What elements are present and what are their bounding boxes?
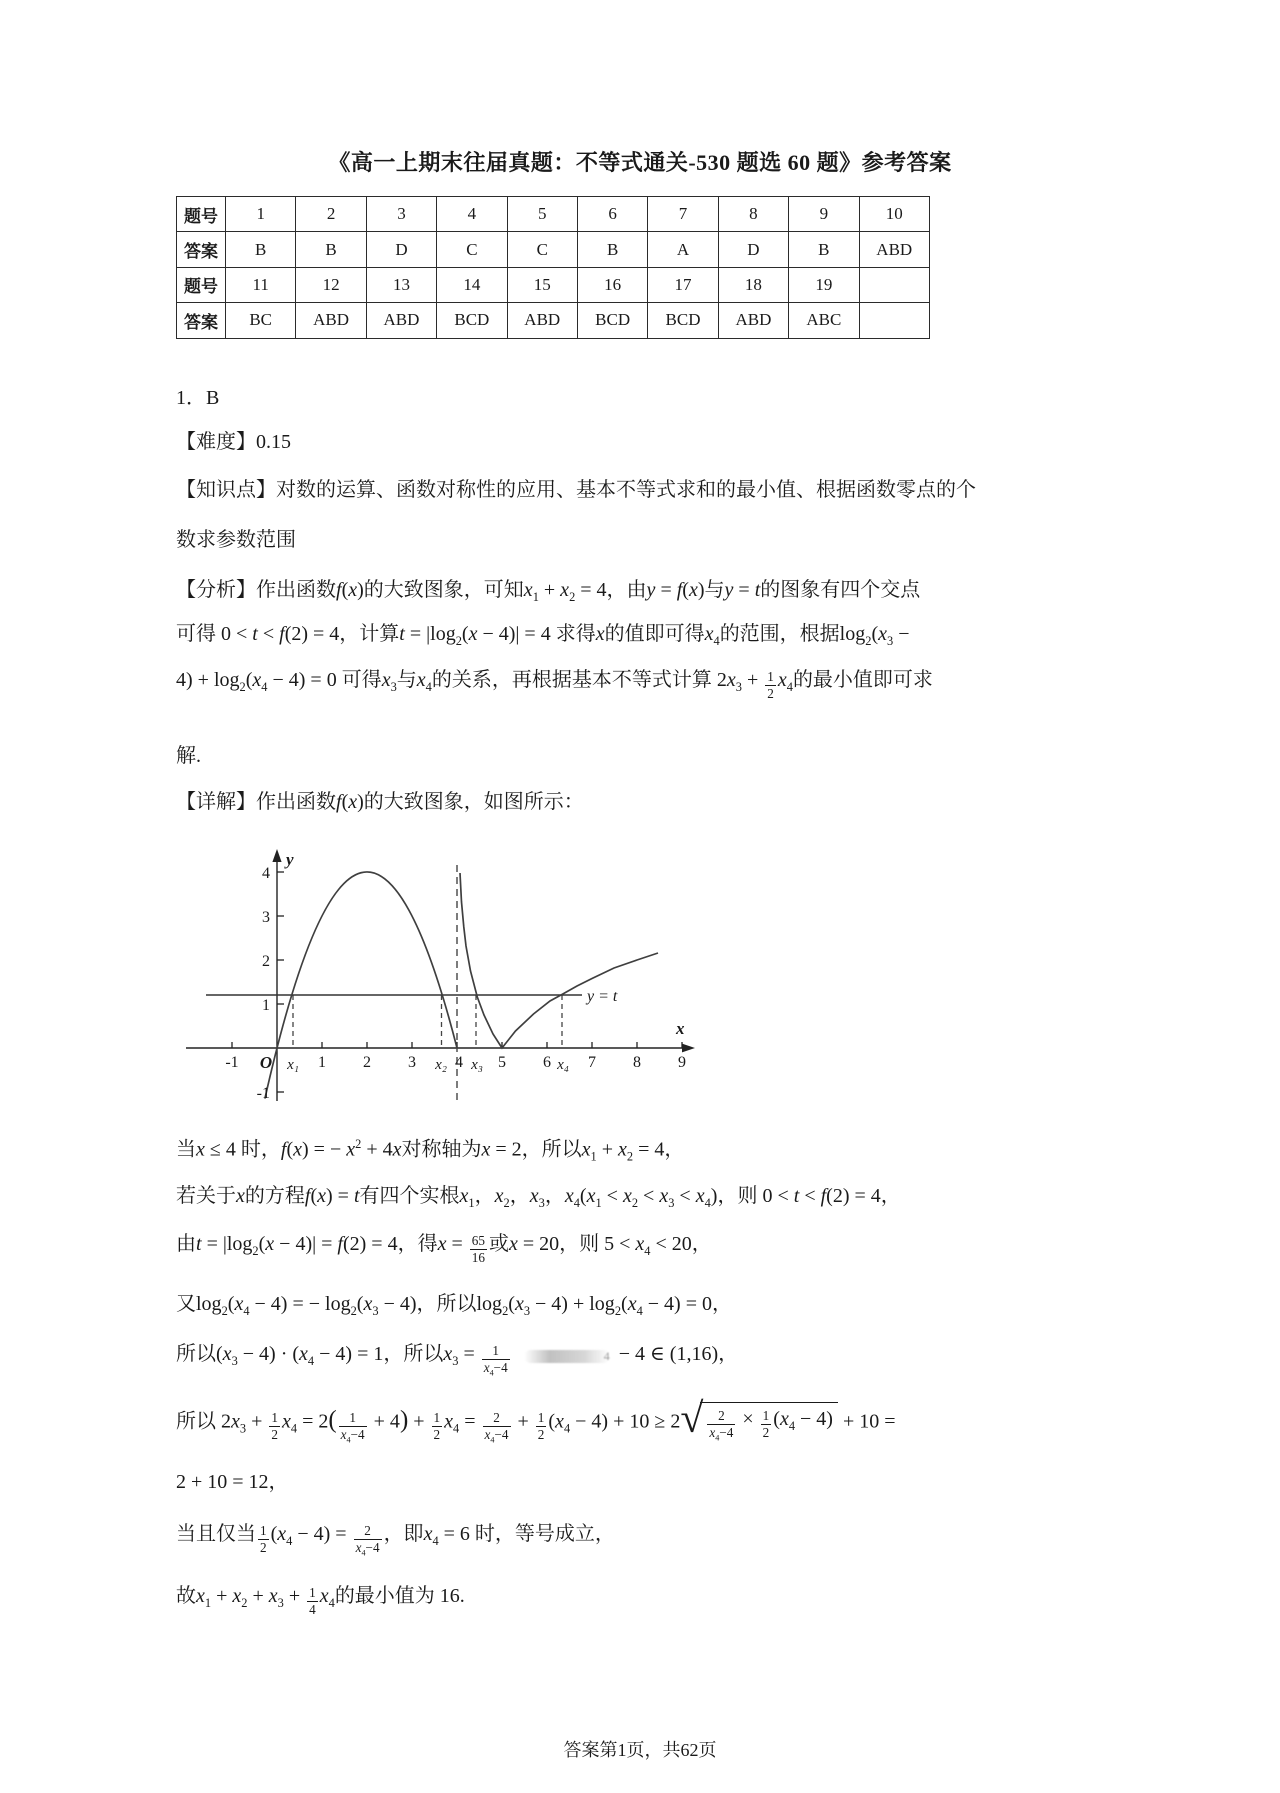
solution-step-5: 所以$(x_3 - 4) \cdot (x_4 - 4) = 1$，所以$x_3$ = $\frac{1}{x_4-4}$ 4 − 4 ∈ (1,16)， bbox=[176, 1343, 739, 1378]
y-axis-label: y bbox=[286, 850, 294, 869]
answer-cell: D bbox=[366, 232, 436, 267]
y-tick-label: -1 bbox=[256, 1085, 270, 1102]
y-axis-arrow bbox=[272, 849, 281, 862]
question-cell: 10 bbox=[859, 197, 929, 232]
knowledge-line-2: 数求参数范围 bbox=[176, 529, 296, 551]
question-cell: 17 bbox=[648, 267, 718, 302]
x-tick-label: 1 bbox=[318, 1054, 326, 1071]
question-cell: 12 bbox=[296, 267, 366, 302]
question-cell: 11 bbox=[226, 267, 296, 302]
table-row bbox=[177, 267, 930, 302]
answer-cell bbox=[859, 303, 929, 338]
root-label-x4: x₄ bbox=[557, 1057, 569, 1073]
x-tick-label: 7 bbox=[588, 1054, 596, 1071]
table-row bbox=[177, 303, 930, 338]
row-header: 题号 bbox=[177, 197, 226, 232]
x-tick-label: 5 bbox=[498, 1054, 506, 1071]
analysis-line-2: 可得 0 < t < f(2) = 4，计算$t = |\log_2(x - 4)| = 4$ 求得x的值即可得$x_4$的范围，根据$\log_2(x_3$ − bbox=[176, 623, 910, 648]
answer-cell: BCD bbox=[577, 303, 647, 338]
x-tick-label: 6 bbox=[543, 1054, 551, 1071]
answer-table bbox=[176, 196, 930, 339]
root-label-x3: x₃ bbox=[471, 1057, 483, 1073]
x-axis-arrow bbox=[682, 1044, 695, 1053]
x-axis-label: x bbox=[676, 1019, 685, 1038]
row-header: 答案 bbox=[177, 232, 226, 267]
analysis-line-4: 解. bbox=[176, 745, 201, 767]
solution-step-1: 当x ≤ 4 时，f(x) = − $x^2 + 4x$对称轴为x = 2，所以$x_1 + x_2 = 4$， bbox=[176, 1137, 685, 1164]
question-cell: 18 bbox=[718, 267, 788, 302]
difficulty-line: 【难度】0.15 bbox=[176, 431, 291, 453]
x-tick-label: 2 bbox=[363, 1054, 371, 1071]
answer-cell: C bbox=[437, 232, 507, 267]
solution-step-9: 故$x_1 + x_2 + x_3$ + $\frac{1}{4}$ $x_4$的最小值为 16. bbox=[176, 1585, 465, 1617]
question-cell: 8 bbox=[718, 197, 788, 232]
function-graph bbox=[178, 843, 698, 1118]
abs-log-curve bbox=[460, 873, 658, 1048]
y-tick-label: 1 bbox=[262, 997, 270, 1014]
x-tick-label: -1 bbox=[225, 1054, 239, 1071]
answer-cell: B bbox=[226, 232, 296, 267]
question-cell: 5 bbox=[507, 197, 577, 232]
row-header: 题号 bbox=[177, 267, 226, 302]
question-cell: 4 bbox=[437, 197, 507, 232]
answer-cell: ABD bbox=[366, 303, 436, 338]
question-cell: 3 bbox=[366, 197, 436, 232]
question-cell: 14 bbox=[437, 267, 507, 302]
answer-cell: ABC bbox=[789, 303, 859, 338]
origin-label: O bbox=[259, 1053, 273, 1072]
solution-step-4: 又$\log_2(x_4 - 4)$ = − $\log_2(x_3 - 4)$，所以$\log_2(x_3 - 4) + \log_2(x_4 - 4) = 0$， bbox=[176, 1293, 732, 1318]
question-cell: 6 bbox=[577, 197, 647, 232]
question-cell: 2 bbox=[296, 197, 366, 232]
solution-step-8: 当且仅当 $\frac{1}{2}$ $(x_4 - 4)$ = $\frac{2}{x_4-4}$ ，即$x_4 = 6$ 时，等号成立， bbox=[176, 1523, 615, 1558]
answer-cell: BC bbox=[226, 303, 296, 338]
x-tick-label: 3 bbox=[408, 1054, 416, 1071]
x-tick-label: 8 bbox=[633, 1054, 641, 1071]
question-cell: 16 bbox=[577, 267, 647, 302]
y-tick-label: 3 bbox=[262, 909, 270, 926]
question-cell: 13 bbox=[366, 267, 436, 302]
solution-step-2: 若关于x的方程f(x) = t有四个实根$x_1$，$x_2$，$x_3$，$x_4(x_1 < x_2 < x_3 < x_4)$，则 0 < t < f(2) = 4， bbox=[176, 1185, 901, 1210]
answer-cell: A bbox=[648, 232, 718, 267]
question-cell: 1 bbox=[226, 197, 296, 232]
answer-cell: BCD bbox=[648, 303, 718, 338]
answer-cell: ABD bbox=[718, 303, 788, 338]
x-tick-label: 4 bbox=[455, 1054, 463, 1071]
row-header: 答案 bbox=[177, 303, 226, 338]
question-cell: 19 bbox=[789, 267, 859, 302]
y-tick-label: 2 bbox=[262, 953, 270, 970]
page-footer: 答案第1页，共62页 bbox=[563, 1740, 717, 1760]
answer-cell: BCD bbox=[437, 303, 507, 338]
answer-cell: B bbox=[577, 232, 647, 267]
detail-intro-line: 【详解】作出函数f(x)的大致图象，如图所示： bbox=[176, 791, 584, 813]
root-label-x1: x₁ bbox=[287, 1057, 299, 1073]
knowledge-line-1: 【知识点】对数的运算、函数对称性的应用、基本不等式求和的最小值、根据函数零点的个 bbox=[176, 479, 976, 501]
analysis-line-1: 【分析】作出函数f(x)的大致图象，可知$x_1 + x_2 = 4$，由y = f(x)与y = t的图象有四个交点 bbox=[176, 579, 921, 604]
x-tick-label: 9 bbox=[678, 1054, 686, 1071]
answer-cell: C bbox=[507, 232, 577, 267]
answer-cell: B bbox=[296, 232, 366, 267]
question-cell: 7 bbox=[648, 197, 718, 232]
analysis-line-3: $4) + \log_2(x_4 - 4) = 0$ 可得$x_3$与$x_4$的关系，再根据基本不等式计算 $2x_3$ + $\frac{1}{2}$ $x_4$的最小值即可求 bbox=[176, 669, 933, 701]
answer-cell: D bbox=[718, 232, 788, 267]
answer-cell: ABD bbox=[507, 303, 577, 338]
question-cell: 15 bbox=[507, 267, 577, 302]
question-cell: 9 bbox=[789, 197, 859, 232]
answer-cell: ABD bbox=[296, 303, 366, 338]
root-label-x2: x₂ bbox=[435, 1057, 447, 1073]
t-line-label: y = t bbox=[587, 988, 618, 1005]
question-cell bbox=[859, 267, 929, 302]
answer-number-line: 1．B bbox=[176, 387, 220, 409]
table-row bbox=[177, 232, 930, 267]
y-tick-label: 4 bbox=[262, 865, 270, 882]
solution-step-6: 所以 $2x_3$ + $\frac{1}{2}$ $x_4 = 2$( $\frac{1}{x_4-4}$ + 4) + $\frac{1}{2}$ $x_4$ = $\frac{2}{x_4-4}$ + $\frac{1}{2}$ $(x_4 - 4) + 10 \ge 2$ √ $\frac{2}{x_4-4}$ × $\frac{1}{2}$ $(x_4 - 4)$ + 10 = bbox=[176, 1396, 896, 1445]
page-title: 《高一上期末往届真题：不等式通关-530 题选 60 题》参考答案 bbox=[328, 150, 952, 175]
solution-step-3: 由$t = |\log_2(x - 4)| = f(2) = 4$，得x = $\frac{65}{16}$ 或x = 20，则 $5 < x_4 < 20$， bbox=[176, 1233, 712, 1265]
answer-cell: ABD bbox=[859, 232, 929, 267]
table-row bbox=[177, 197, 930, 232]
answer-cell: B bbox=[789, 232, 859, 267]
solution-step-7: 2 + 10 = 12， bbox=[176, 1471, 289, 1493]
